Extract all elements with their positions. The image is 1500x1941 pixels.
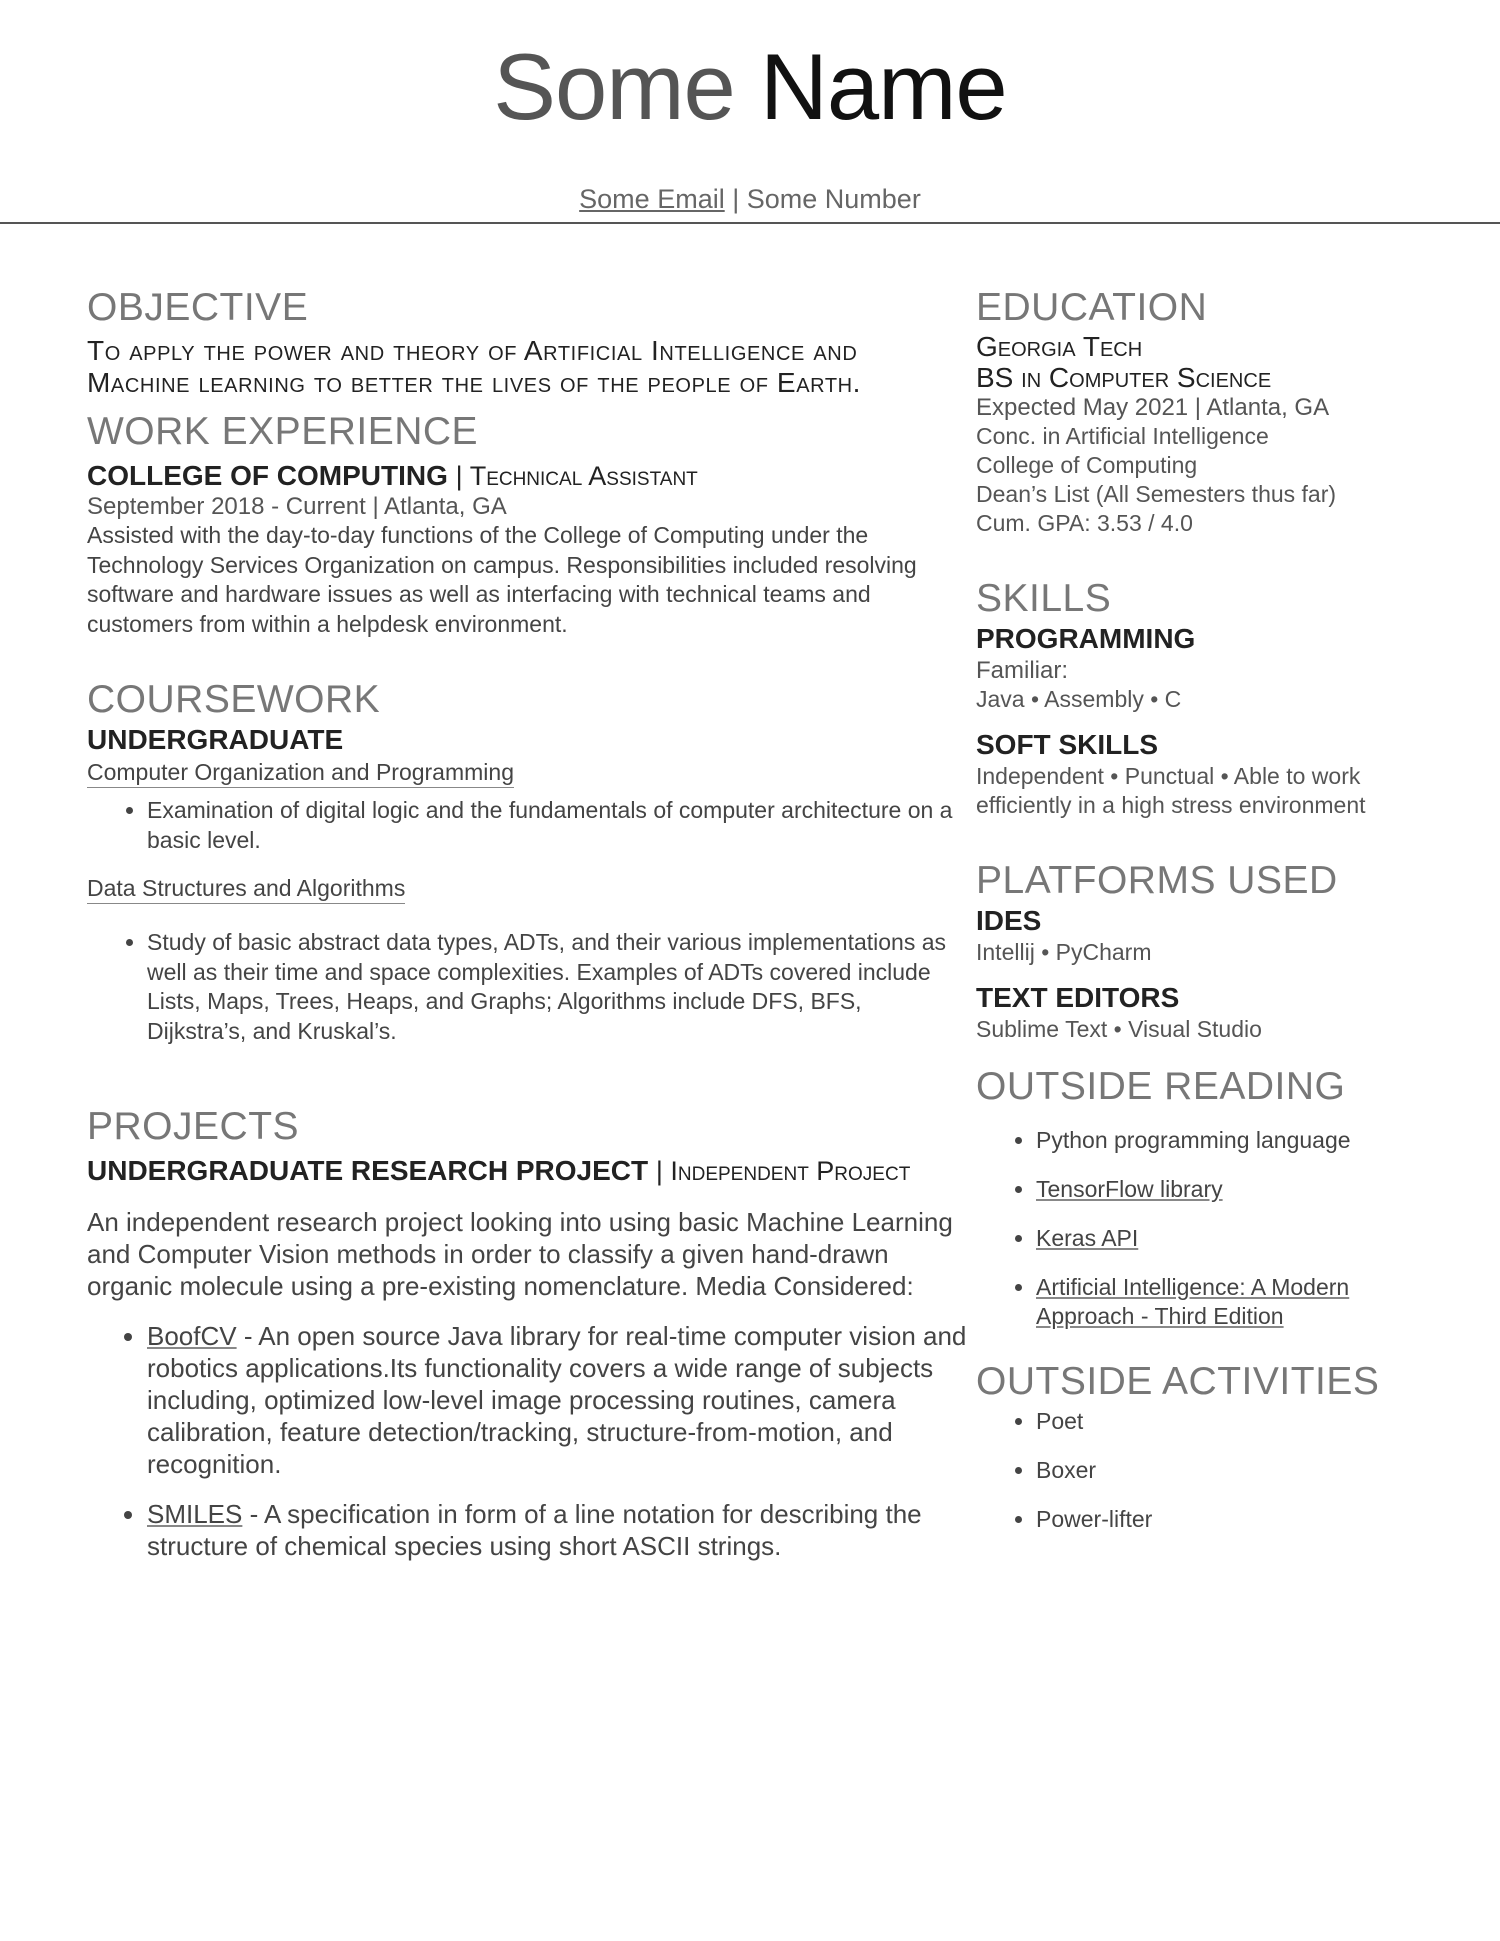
programming-head: PROGRAMMING bbox=[976, 623, 1196, 654]
course-name: Computer Organization and Programming bbox=[87, 757, 514, 788]
project-heading bbox=[87, 1154, 967, 1188]
languages-list: Java • Assembly • C bbox=[976, 686, 1182, 712]
media-item bbox=[147, 1320, 967, 1480]
reading-link-ai-modern-approach[interactable]: Artificial Intelligence: A Modern Approach - Third Edition bbox=[1036, 1274, 1350, 1329]
media-item bbox=[147, 1498, 967, 1562]
media-link-boofcv[interactable]: BoofCV bbox=[147, 1321, 237, 1351]
activities-title: OUTSIDE ACTIVITIES bbox=[976, 1360, 1380, 1403]
phone-number: Some Number bbox=[746, 184, 921, 214]
job-dates: September 2018 - Current | Atlanta, GA bbox=[87, 493, 507, 520]
contact-line bbox=[0, 184, 1500, 215]
ides-head: IDES bbox=[976, 905, 1042, 936]
media-link-smiles[interactable]: SMILES bbox=[147, 1499, 243, 1529]
education-detail: Dean’s List (All Semesters thus far) bbox=[976, 481, 1337, 507]
expected-graduation: Expected May 2021 | Atlanta, GA bbox=[976, 394, 1330, 421]
job-heading bbox=[87, 459, 967, 493]
header-divider bbox=[0, 222, 1500, 224]
job-org: COLLEGE OF COMPUTING bbox=[87, 460, 448, 491]
work-title: WORK EXPERIENCE bbox=[87, 410, 479, 453]
platforms-title: PLATFORMS USED bbox=[976, 859, 1338, 902]
media-desc: - An open source Java library for real-time computer vision and robotics applications.Its functionality covers a wide range of subjects including, optimized low-level image processing routines, camera calibration, feature detection/tracking, structure-from-motion, and recognition. bbox=[147, 1321, 967, 1479]
job-description: Assisted with the day-to-day functions of the College of Computing under the Technology Services Organization on campus. Responsibilities included resolving software and hardware issues as well as interfacing with technical teams and customers from within a helpdesk environment. bbox=[87, 522, 917, 637]
activity-item: • Boxer bbox=[1036, 1456, 1416, 1485]
resume-header bbox=[0, 30, 1500, 215]
project-name: UNDERGRADUATE RESEARCH PROJECT bbox=[87, 1155, 649, 1186]
projects-title: PROJECTS bbox=[87, 1105, 300, 1148]
email-link[interactable]: Some Email bbox=[579, 184, 725, 214]
objective-text bbox=[87, 335, 967, 399]
skills-title: SKILLS bbox=[976, 577, 1112, 620]
coursework-title: COURSEWORK bbox=[87, 678, 381, 721]
project-type: | Independent Project bbox=[655, 1156, 911, 1186]
reading-item: • Python programming language bbox=[1036, 1126, 1416, 1155]
course-item bbox=[87, 873, 967, 1046]
course-bullets bbox=[87, 928, 967, 1046]
course-description: • Examination of digital logic and the fundamentals of computer architecture on a basic level. bbox=[147, 796, 967, 855]
contact-separator: | bbox=[732, 184, 740, 214]
coursework-level: UNDERGRADUATE bbox=[87, 724, 344, 755]
school-name: Georgia Tech bbox=[976, 331, 1143, 362]
reading-link-keras[interactable]: Keras API bbox=[1036, 1225, 1139, 1251]
reading-link-tensorflow[interactable]: TensorFlow library bbox=[1036, 1176, 1223, 1202]
familiar-label: Familiar: bbox=[976, 657, 1069, 684]
right-column bbox=[976, 285, 1416, 1554]
objective-title: OBJECTIVE bbox=[87, 286, 309, 329]
activity-item: • Power-lifter bbox=[1036, 1505, 1416, 1534]
soft-skills-head: SOFT SKILLS bbox=[976, 729, 1158, 760]
education-detail: College of Computing bbox=[976, 452, 1198, 478]
course-item bbox=[87, 757, 967, 855]
education-title: EDUCATION bbox=[976, 286, 1208, 329]
first-name: Some bbox=[493, 34, 735, 139]
activity-item: • Poet bbox=[1036, 1407, 1416, 1436]
project-description: An independent research project looking into using basic Machine Learning and Computer Vision methods in order to classify a given hand-drawn organic molecule using a pre-existing nomenclature. Media Considered: bbox=[87, 1207, 953, 1301]
soft-skills-list: Independent • Punctual • Able to work efficiently in a high stress environment bbox=[976, 763, 1366, 818]
full-name bbox=[0, 30, 1500, 144]
activities-list bbox=[976, 1407, 1416, 1534]
course-name: Data Structures and Algorithms bbox=[87, 873, 405, 904]
degree: BS in Computer Science bbox=[976, 362, 1272, 393]
reading-item bbox=[1036, 1224, 1416, 1253]
editors-list: Sublime Text • Visual Studio bbox=[976, 1016, 1262, 1042]
ides-list: Intellij • PyCharm bbox=[976, 939, 1152, 965]
reading-item bbox=[1036, 1175, 1416, 1204]
media-desc: - A specification in form of a line notation for describing the structure of chemical species using short ASCII strings. bbox=[147, 1499, 922, 1561]
job-role: | Technical Assistant bbox=[455, 461, 698, 491]
reading-title: OUTSIDE READING bbox=[976, 1065, 1346, 1108]
course-bullets bbox=[87, 796, 967, 855]
education-detail: Conc. in Artificial Intelligence bbox=[976, 423, 1269, 449]
left-column bbox=[87, 285, 967, 1580]
last-name: Name bbox=[759, 34, 1007, 139]
editors-head: TEXT EDITORS bbox=[976, 982, 1180, 1013]
reading-item bbox=[1036, 1273, 1416, 1331]
project-media-list bbox=[87, 1320, 967, 1562]
objective-line: To apply the power and theory of Artificial Intelligence and bbox=[87, 335, 858, 366]
education-detail: Cum. GPA: 3.53 / 4.0 bbox=[976, 510, 1193, 536]
course-description: • Study of basic abstract data types, ADTs, and their various implementations as well as their time and space complexities. Examples of ADTs covered include Lists, Maps, Trees, Heaps, and Graphs; Algorithms include DFS, BFS, Dijkstra’s, and Kruskal’s. bbox=[147, 928, 953, 1046]
objective-line: Machine learning to better the lives of the people of Earth. bbox=[87, 367, 862, 398]
reading-list bbox=[976, 1126, 1416, 1331]
